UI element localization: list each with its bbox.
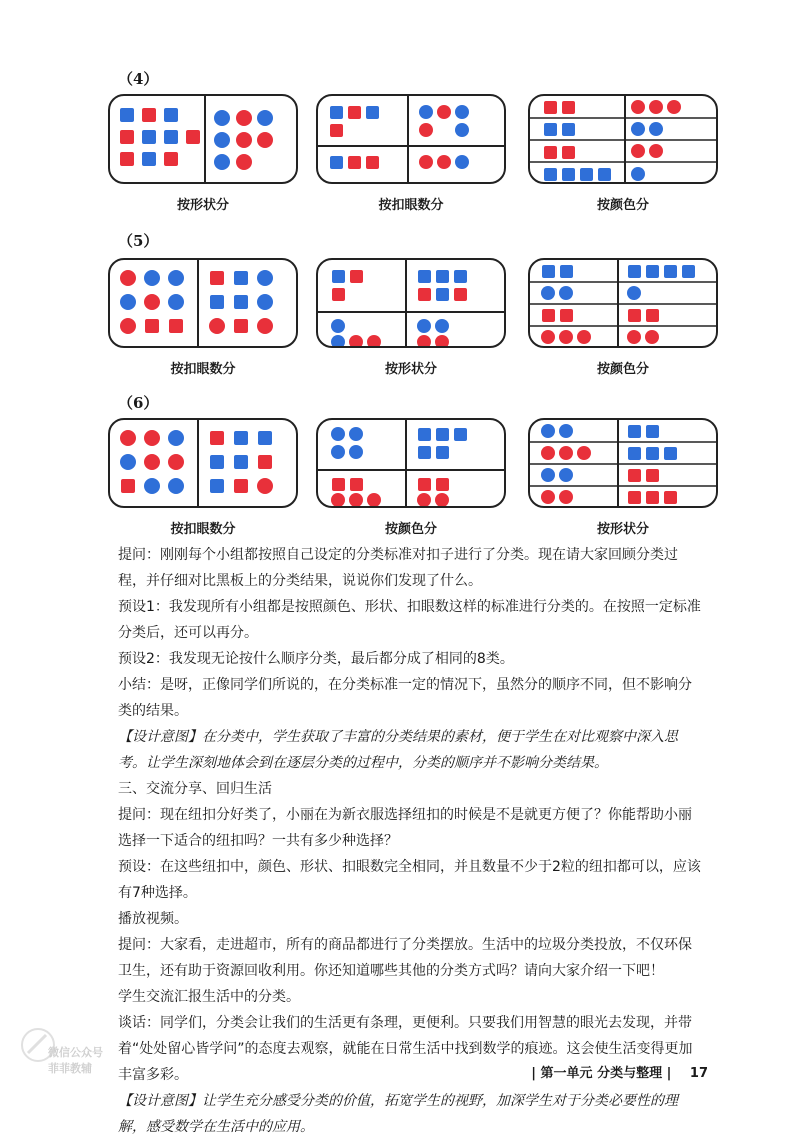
paragraph-preset-1: 预设1：我发现所有小组都是按照颜色、形状、扣眼数这样的标准进行分类的。在按照一定标准分类后，还可以再分。	[118, 599, 701, 641]
button-panel-holes	[108, 418, 298, 508]
section-label-4: （4）	[118, 70, 159, 88]
body-text	[118, 542, 703, 1140]
footer-divider: |	[531, 1066, 536, 1081]
footer-divider: |	[666, 1066, 672, 1081]
paragraph-question-2: 提问：现在纽扣分好类了，小丽在为新衣服选择纽扣的时候是不是就更方便了？你能帮助小丽选择一下适合的纽扣吗？一共有多少种选择？	[118, 807, 692, 849]
button-illustration	[110, 260, 298, 348]
paragraph-question-3: 提问：大家看，走进超市，所有的商品都进行了分类摆放。生活中的垃圾分类投放，不仅环保卫生，还有助于资源回收利用。你还知道哪些其他的分类方式吗？请向大家介绍一下吧！	[118, 937, 692, 979]
paragraph-play-video: 播放视频。	[118, 911, 188, 927]
paragraph-preset-3: 预设：在这些纽扣中，颜色、形状、扣眼数完全相同，并且数量不少于2粒的纽扣都可以，应该有7种选择。	[118, 859, 701, 901]
caption-shape: 按形状分	[596, 522, 649, 537]
caption-color: 按颜色分	[384, 522, 437, 537]
button-panel-color	[316, 418, 506, 508]
button-illustration	[530, 420, 718, 508]
button-panel-holes	[108, 258, 298, 348]
button-panel-shape	[528, 418, 718, 508]
button-illustration	[318, 420, 506, 508]
section-label-6: （6）	[118, 394, 159, 412]
paragraph-design-intent-1: 【设计意图】在分类中，学生获取了丰富的分类结果的素材，便于学生在对比观察中深入思考。让学生深刻地体会到在逐层分类的过程中，分类的顺序并不影响分类结果。	[118, 729, 678, 771]
paragraph-summary: 小结：是呀，正像同学们所说的，在分类标准一定的情况下，虽然分的顺序不同，但不影响分类的结果。	[118, 677, 692, 719]
button-panel-color	[528, 94, 718, 184]
paragraph-design-intent-2: 【设计意图】让学生充分感受分类的价值，拓宽学生的视野，加深学生对于分类必要性的理解，感受数学在生活中的应用。	[118, 1093, 678, 1135]
paragraph-talk: 谈话：同学们，分类会让我们的生活更有条理，更便利。只要我们用智慧的眼光去发现，并带着“处处留心皆学问”的态度去观察，就能在日常生活中找到数学的痕迹。这会使生活变得更加丰富多彩。	[118, 1015, 693, 1083]
button-illustration	[318, 260, 506, 348]
section-label-5: （5）	[118, 232, 159, 250]
watermark-line1: 微信公众号	[48, 1046, 103, 1059]
button-panel-shape	[108, 94, 298, 184]
button-illustration	[110, 420, 298, 508]
caption-holes: 按扣眼数分	[378, 198, 444, 213]
caption-holes: 按扣眼数分	[170, 522, 236, 537]
caption-shape: 按形状分	[384, 362, 437, 377]
button-illustration	[318, 96, 506, 184]
caption-shape: 按形状分	[176, 198, 229, 213]
footer-unit: 第一单元	[540, 1066, 593, 1081]
page-footer	[531, 1062, 708, 1081]
paragraph-student-report: 学生交流汇报生活中的分类。	[118, 989, 300, 1005]
button-illustration	[530, 96, 718, 184]
footer-title: 分类与整理	[597, 1066, 663, 1081]
paragraph-question-1: 提问：刚刚每个小组都按照自己设定的分类标准对扣子进行了分类。现在请大家回顾分类过程，并仔细对比黑板上的分类结果，说说你们发现了什么。	[118, 547, 678, 589]
page-number: 17	[689, 1066, 708, 1081]
button-panel-color	[528, 258, 718, 348]
watermark-line2: 菲菲教辅	[48, 1062, 92, 1075]
button-panel-shape	[316, 258, 506, 348]
button-illustration	[110, 96, 298, 184]
button-illustration	[530, 260, 718, 348]
caption-holes: 按扣眼数分	[170, 362, 236, 377]
caption-color: 按颜色分	[596, 362, 649, 377]
button-panel-holes	[316, 94, 506, 184]
paragraph-preset-2: 预设2：我发现无论按什么顺序分类，最后都分成了相同的8类。	[118, 651, 514, 667]
paragraph-heading-3: 三、交流分享、回归生活	[118, 781, 272, 797]
caption-color: 按颜色分	[596, 198, 649, 213]
watermark	[48, 1045, 103, 1077]
